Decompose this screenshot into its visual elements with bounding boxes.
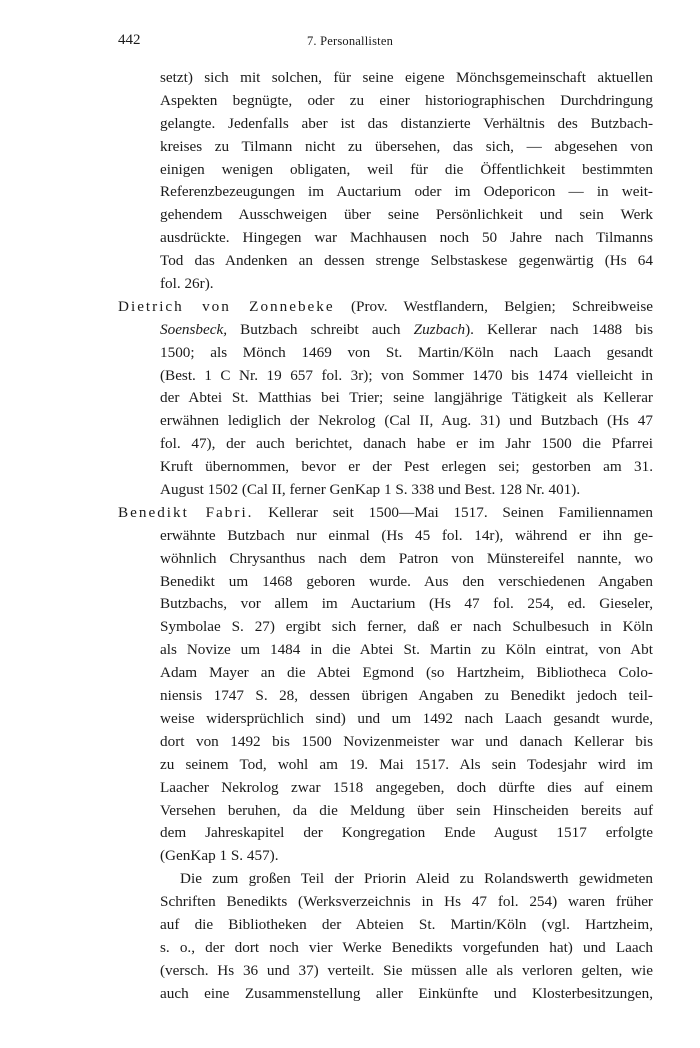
text-line xyxy=(118,937,653,960)
line-text: Schriften Benedikts (Werksverzeichnis in Hs 47 fol. 254) waren früher xyxy=(160,893,653,911)
line-text: erwähnen lediglich der Nekrolog (Cal II, Aug. 31) und Butzbach (Hs 47 xyxy=(160,412,653,430)
text-line xyxy=(118,548,653,571)
text-line xyxy=(118,960,653,983)
line-text: (Prov. Westflandern, Belgien; Schreibweise xyxy=(334,297,653,315)
line-text: August 1502 (Cal II, ferner GenKap 1 S. 338 und Best. 128 Nr. 401). xyxy=(160,481,581,499)
line-text: s. o., der dort noch vier Werke Benedikts vorgefunden hat) und Laach xyxy=(160,938,653,956)
text-line xyxy=(118,204,653,227)
line-text: (Best. 1 C Nr. 19 657 fol. 3r); von Sommer 1470 bis 1474 vielleicht in xyxy=(160,366,653,384)
line-text: Aspekten begnügte, oder zu einer historiographischen Durchdringung xyxy=(160,91,653,109)
italic-text: Zuzbach xyxy=(413,320,466,338)
page-number: 442 xyxy=(118,32,141,48)
line-text: Kellerar seit 1500—Mai 1517. Seinen Familiennamen xyxy=(253,503,653,521)
line-text: wöhnlich Chrysanthus nach dem Patron von Münstereifel nannte, wo xyxy=(160,549,653,567)
line-text: auf die Bibliotheken der Abteien St. Martin/Köln (vgl. Hartzheim, xyxy=(160,915,653,933)
text-line xyxy=(118,365,653,388)
text-line xyxy=(118,800,653,823)
text-line xyxy=(118,525,653,548)
text-line xyxy=(118,708,653,731)
text-line xyxy=(118,136,653,159)
text-line xyxy=(118,250,653,273)
line-text: Adam Mayer an die Abtei Egmond (so Hartzheim, Bibliotheca Colo- xyxy=(160,664,653,682)
line-text: gehendem Ausschweigen über seine Persönlichkeit und sein Werk xyxy=(160,206,653,224)
line-text: Tod das Andenken an dessen strenge Selbstaskese gegenwärtig (Hs 64 xyxy=(160,252,653,270)
text-line xyxy=(118,822,653,845)
line-text: Versehen beruhen, da die Meldung über sein Hinscheiden bereits auf xyxy=(160,801,653,819)
text-line xyxy=(118,273,653,296)
line-text: auch eine Zusammenstellung aller Einkünfte und Klosterbesitzungen, xyxy=(160,984,653,1002)
text-line xyxy=(118,319,653,342)
text-line xyxy=(118,502,653,525)
line-text: Laacher Nekrolog zwar 1518 angegeben, doch dürfte dies auf einem xyxy=(160,778,653,796)
running-head: 7. Personallisten xyxy=(306,34,394,48)
line-text: der Abtei St. Matthias bei Trier; seine langjährige Tätigkeit als Kellerar xyxy=(160,389,653,407)
line-text: fol. 26r). xyxy=(160,275,214,293)
text-line xyxy=(118,685,653,708)
text-line xyxy=(118,479,653,502)
text-line xyxy=(118,387,653,410)
line-text: einigen wenigen obligaten, weil für die Öffentlichkeit bestimmten xyxy=(160,160,653,178)
text-line xyxy=(118,662,653,685)
text-line xyxy=(118,433,653,456)
text-line xyxy=(118,296,653,319)
text-line xyxy=(118,113,653,136)
line-text: setzt) sich mit solchen, für seine eigene Mönchsgemeinschaft aktuellen xyxy=(160,69,653,86)
text-line xyxy=(118,845,653,868)
line-text: zu seinem Tod, wohl am 19. Mai 1517. Als sein Todesjahr wird im xyxy=(160,755,653,773)
line-text: weise widersprüchlich sind) und um 1492 nach Laach gesandt wurde, xyxy=(160,709,653,727)
text-line xyxy=(118,181,653,204)
line-text: Butzbach schreibt auch xyxy=(227,320,414,338)
body-text xyxy=(118,67,653,1006)
line-text: 1500; als Mönch 1469 von St. Martin/Köln nach Laach gesandt xyxy=(160,343,653,361)
text-line xyxy=(118,983,653,1006)
line-text: ). Kellerar nach 1488 bis xyxy=(465,320,653,338)
line-text: als Novize um 1484 in die Abtei St. Martin zu Köln eintrat, von Abt xyxy=(160,641,653,659)
text-line xyxy=(118,456,653,479)
text-line xyxy=(118,593,653,616)
line-text: gelangte. Jedenfalls aber ist das distanzierte Verhältnis des Butzbach- xyxy=(160,114,653,132)
text-line xyxy=(118,342,653,365)
line-text: Symbolae S. 27) ergibt sich ferner, daß er nach Schulbesuch in Köln xyxy=(160,618,653,636)
text-line xyxy=(118,891,653,914)
line-text: (versch. Hs 36 und 37) verteilt. Sie müssen alle als verloren gelten, wie xyxy=(160,961,653,979)
line-text: Kruft übernommen, bevor er der Pest erlegen sei; gestorben am 31. xyxy=(160,458,653,476)
text-line xyxy=(118,616,653,639)
line-text: Referenzbezeugungen im Auctarium oder im Odeporicon — in weit- xyxy=(160,183,653,201)
text-line xyxy=(118,868,653,891)
text-line xyxy=(118,914,653,937)
text-line xyxy=(118,777,653,800)
text-line xyxy=(118,571,653,594)
text-line xyxy=(118,754,653,777)
line-text: Butzbachs, vor allem im Auctarium (Hs 47 fol. 254, ed. Gieseler, xyxy=(160,595,653,613)
text-line xyxy=(118,159,653,182)
entry-name: Benedikt Fabri. xyxy=(118,503,254,521)
text-line xyxy=(118,639,653,662)
line-text: dort von 1492 bis 1500 Novizenmeister war und danach Kellerar bis xyxy=(160,732,653,750)
line-text: dem Jahreskapitel der Kongregation Ende August 1517 erfolgte xyxy=(160,824,653,842)
line-text: niensis 1747 S. 28, dessen übrigen Angaben zu Benedikt jedoch teil- xyxy=(160,687,653,705)
text-line xyxy=(118,410,653,433)
text-line xyxy=(118,227,653,250)
line-text: fol. 47), der auch berichtet, danach habe er im Jahr 1500 die Pfarrei xyxy=(160,435,653,453)
text-line xyxy=(118,90,653,113)
line-text: erwähnte Butzbach nur einmal (Hs 45 fol. 14r), während er ihn ge- xyxy=(160,526,653,544)
line-text: Die zum großen Teil der Priorin Aleid zu Rolandswerth gewidmeten xyxy=(180,870,653,888)
line-text: (GenKap 1 S. 457). xyxy=(160,847,279,865)
entry-name: Dietrich von Zonnebeke xyxy=(118,297,335,315)
text-line xyxy=(118,731,653,754)
italic-text: Soensbeck, xyxy=(160,320,228,338)
line-text: kreises zu Tilmann nicht zu übersehen, das sich, — abgesehen von xyxy=(160,137,653,155)
line-text: ausdrückte. Hingegen war Machhausen noch 50 Jahre nach Tilmanns xyxy=(160,229,653,247)
text-line xyxy=(118,67,653,90)
line-text: Benedikt um 1468 geboren wurde. Aus den verschiedenen Angaben xyxy=(160,572,653,590)
